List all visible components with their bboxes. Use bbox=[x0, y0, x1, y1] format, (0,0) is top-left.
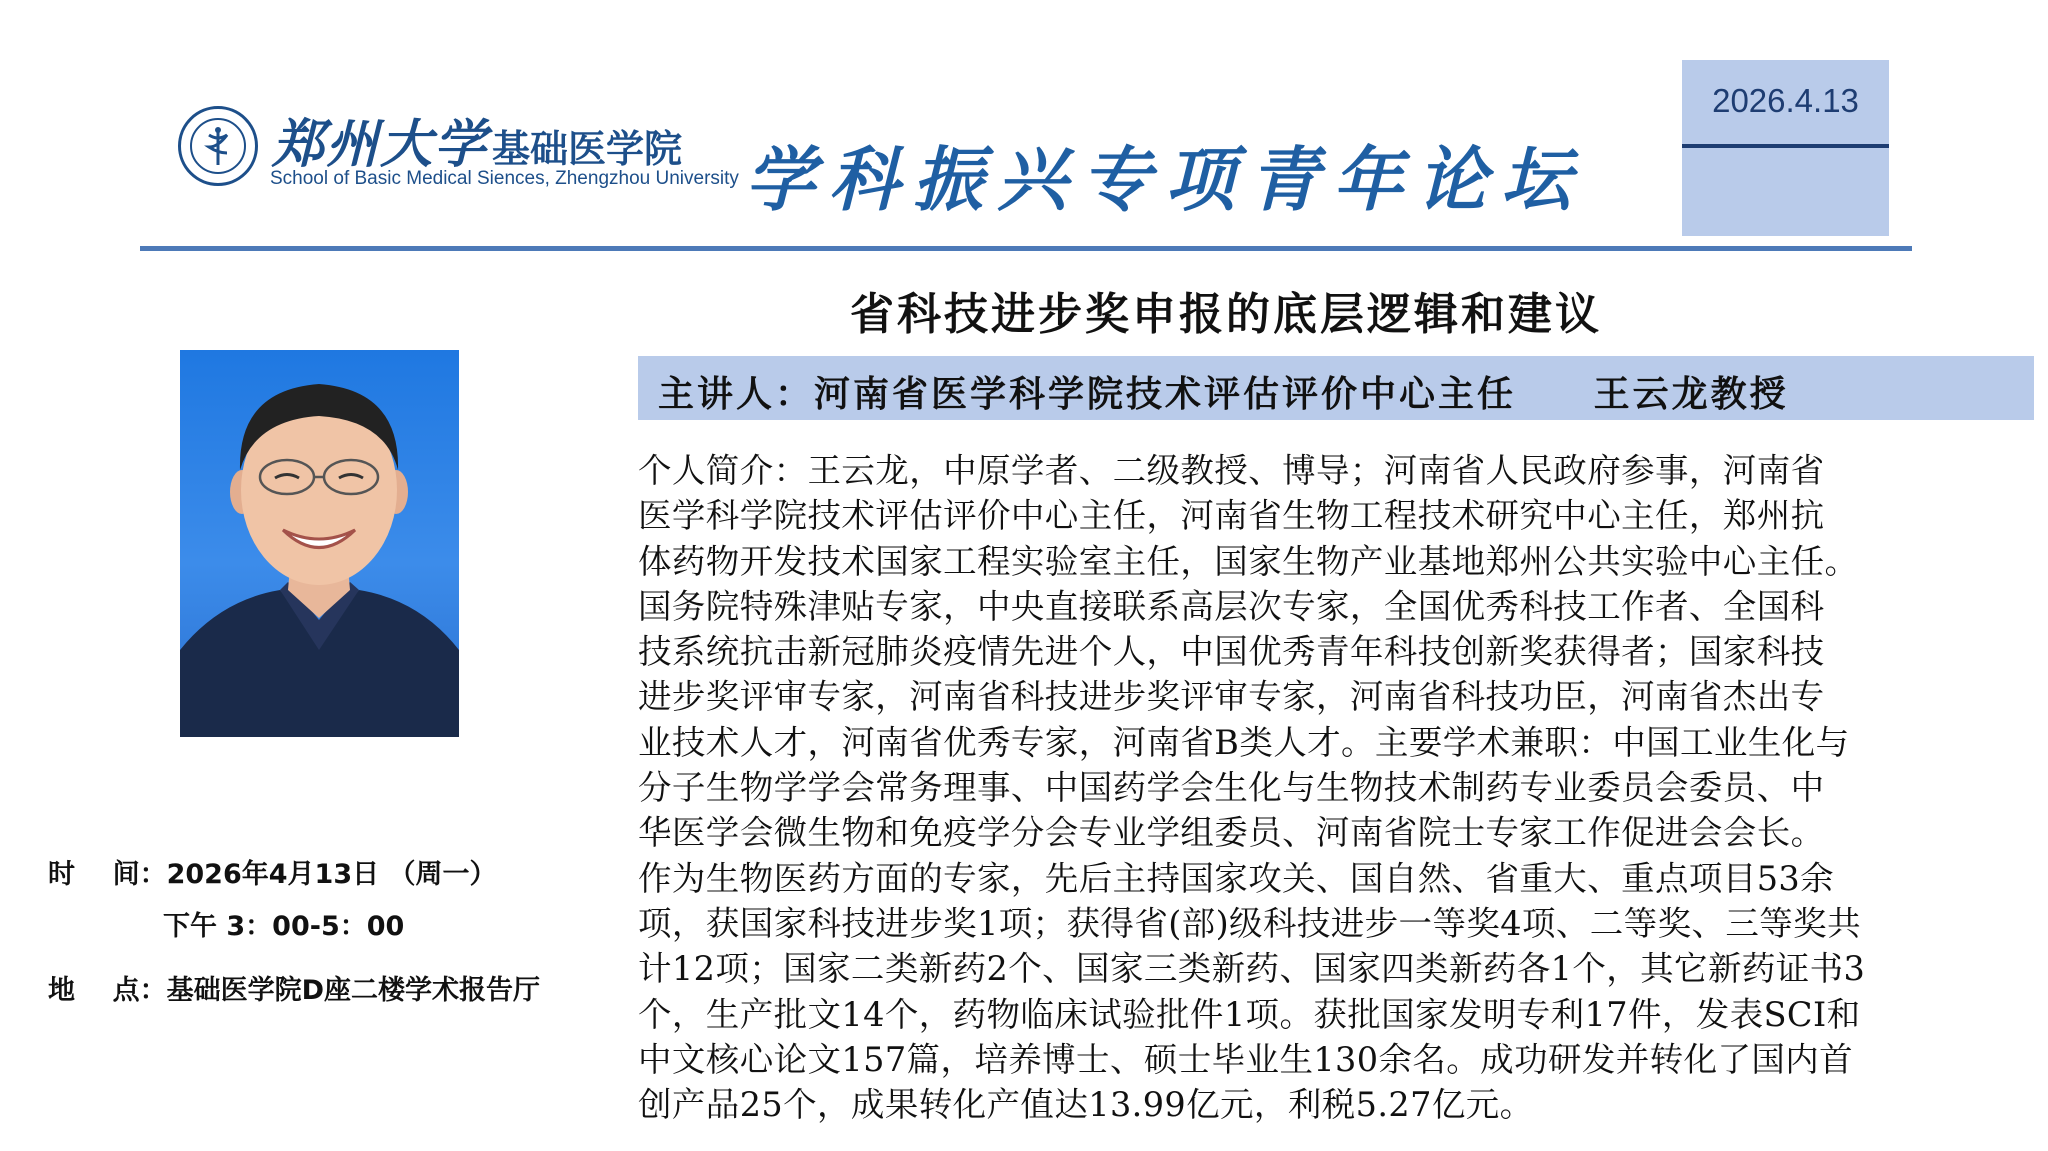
bio-line: 进步奖评审专家，河南省科技进步奖评审专家，河南省科技功臣，河南省杰出专 bbox=[638, 677, 1825, 717]
bio-line: 技系统抗击新冠肺炎疫情先进个人，中国优秀青年科技创新奖获得者；国家科技 bbox=[638, 632, 1825, 672]
forum-title: 学科振兴专项青年论坛 bbox=[745, 138, 1585, 221]
speaker-line: 主讲人：河南省医学科学院技术评估评价中心主任 王云龙教授 bbox=[658, 373, 1789, 415]
talk-title: 省科技进步奖申报的底层逻辑和建议 bbox=[850, 289, 1602, 340]
bio-line: 体药物开发技术国家工程实验室主任，国家生物产业基地郑州公共实验中心主任。 bbox=[638, 541, 1859, 581]
speaker-portrait-illustration bbox=[180, 350, 459, 737]
logo-english-name: School of Basic Medical Siences, Zhengzhou University bbox=[270, 168, 739, 189]
bio-line: 个，生产批文14个，药物临床试验批件1项。获批国家发明专利17件，发表SCI和 bbox=[638, 994, 1861, 1034]
speaker-bio bbox=[638, 448, 2038, 1127]
event-date: 2026.4.13 bbox=[1712, 82, 1859, 119]
header-divider bbox=[140, 246, 1912, 251]
date-divider bbox=[1682, 144, 1889, 148]
speaker-photo bbox=[180, 350, 459, 737]
logo-school-name: 基础医学院 bbox=[492, 126, 683, 171]
bio-line: 国务院特殊津贴专家，中央直接联系高层次专家，全国优秀科技工作者、全国科 bbox=[638, 586, 1825, 626]
bio-line: 个人简介：王云龙，中原学者、二级教授、博导；河南省人民政府参事，河南省 bbox=[638, 451, 1825, 490]
place-label: 地 点：基础医学院D座二楼学术报告厅 bbox=[48, 975, 541, 1006]
logo-wordmark bbox=[272, 102, 683, 175]
bio-line: 华医学会微生物和免疫学分会专业学组委员、河南省院士专家工作促进会会长。 bbox=[638, 813, 1825, 853]
time-detail: 下午 3：00-5：00 bbox=[163, 911, 405, 942]
caduceus-icon bbox=[197, 125, 239, 167]
date-panel bbox=[1682, 60, 1889, 236]
bio-line: 医学科学院技术评估评价中心主任，河南省生物工程技术研究中心主任，郑州抗 bbox=[638, 496, 1825, 536]
bio-line: 计12项；国家二类新药2个、国家三类新药、国家四类新药各1个，其它新药证书3 bbox=[638, 949, 1866, 989]
bio-line: 作为生物医药方面的专家，先后主持国家攻关、国自然、省重大、重点项目53余 bbox=[638, 858, 1835, 898]
bio-line: 创产品25个，成果转化产值达13.99亿元，利税5.27亿元。 bbox=[638, 1085, 1534, 1125]
bio-line: 分子生物学学会常务理事、中国药学会生化与生物技术制药专业委员会委员、中 bbox=[638, 768, 1825, 808]
bio-line: 中文核心论文157篇，培养博士、硕士毕业生130余名。成功研发并转化了国内首 bbox=[638, 1039, 1854, 1079]
bio-line: 业技术人才，河南省优秀专家，河南省B类人才。主要学术兼职：中国工业生化与 bbox=[638, 722, 1850, 762]
time-label: 时 间：2026年4月13日 （周一） bbox=[48, 859, 497, 890]
university-seal-logo bbox=[178, 106, 258, 186]
logo-university-name: 郑州大学 bbox=[272, 114, 489, 175]
speaker-banner bbox=[638, 356, 2034, 420]
bio-line: 项，获国家科技进步奖1项；获得省(部)级科技进步一等奖4项、二等奖、三等奖共 bbox=[638, 903, 1861, 943]
